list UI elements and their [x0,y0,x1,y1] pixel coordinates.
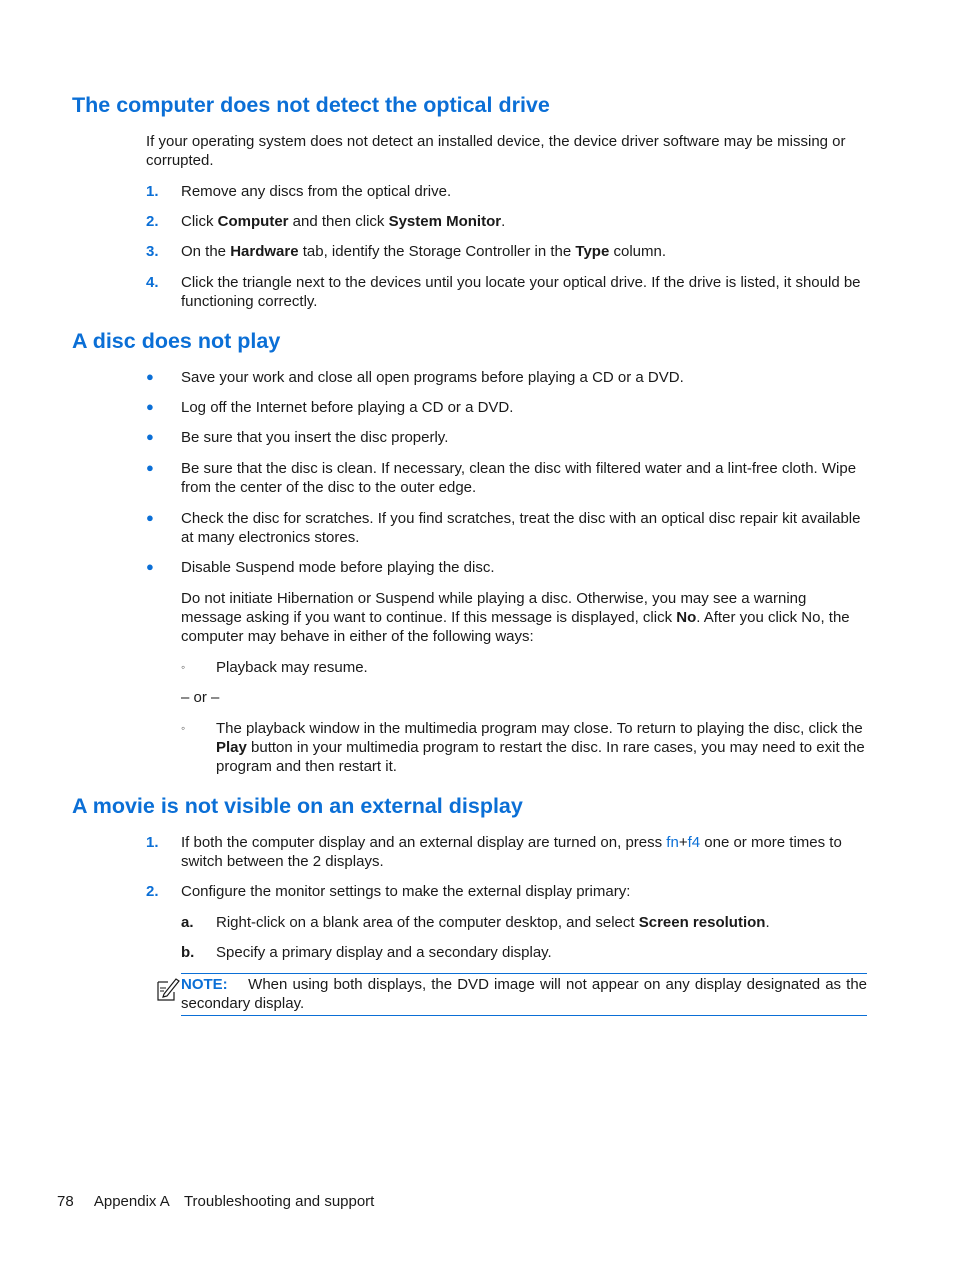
suspend-warning-paragraph: Do not initiate Hibernation or Suspend while playing a disc. Otherwise, you may see a warning message asking if you want to continue. If this message is displayed, click No. After you click No, the computer may behave in either of the following ways: [181,590,850,645]
note-text: NOTE: When using both displays, the DVD image will not appear on any display designated as the secondary display. [181,976,868,1012]
section-heading-disc-not-play: A disc does not play [72,329,281,353]
circle-bullet-icon: ◦ [181,660,186,674]
bullet-text: Check the disc for scratches. If you find scratches, treat the disc with an optical disc repair kit available at many electronics stores. [181,510,861,546]
bullet-text: Be sure that you insert the disc properly. [181,429,449,446]
step-number: 1. [146,834,159,851]
note-box [181,973,867,1016]
step-number: 1. [146,183,159,200]
step-text: On the Hardware tab, identify the Storage Controller in the Type column. [181,243,667,260]
bullet-text: Log off the Internet before playing a CD or a DVD. [181,399,514,416]
section-intro: If your operating system does not detect an installed device, the device driver software may be missing or corrupted. [146,133,846,169]
sub-step-letter: a. [181,914,194,931]
bullet-text: Be sure that the disc is clean. If necessary, clean the disc with filtered water and a lint-free cloth. Wipe from the center of the disc to the outer edge. [181,460,857,496]
bullet-icon: ● [146,399,154,414]
bullet-icon: ● [146,429,154,444]
bullet-text: Save your work and close all open programs before playing a CD or a DVD. [181,369,684,386]
or-separator: – or – [181,689,220,706]
step-number: 3. [146,243,159,260]
bullet-icon: ● [146,510,154,525]
step-text: Click Computer and then click System Monitor. [181,213,506,230]
sub-step-text: Right-click on a blank area of the computer desktop, and select Screen resolution. [216,914,770,931]
key-fn-link[interactable]: fn [666,834,679,851]
sub-bullet-text: The playback window in the multimedia program may close. To return to playing the disc, click the Play button in your multimedia program to restart the disc. In rare cases, you may need to exit the program and then restart it. [216,720,865,775]
bullet-icon: ● [146,460,154,475]
step-text: Configure the monitor settings to make the external display primary: [181,883,631,900]
sub-bullet-text: Playback may resume. [216,659,368,676]
footer-chapter: Appendix A [93,1193,170,1210]
step-number: 4. [146,274,159,291]
key-f4-link[interactable]: f4 [687,834,701,851]
bullet-icon: ● [146,369,154,384]
page-footer [57,1192,374,1211]
step-text: Remove any discs from the optical drive. [181,183,452,200]
step-number: 2. [146,883,159,900]
page-number: 78 [57,1193,74,1210]
step-text: If both the computer display and an external display are turned on, press fn+f4 one or more times to switch between the 2 displays. [181,834,842,870]
sub-step-text: Specify a primary display and a secondary display. [216,944,552,961]
note-pencil-icon [156,976,180,1002]
step-text: Click the triangle next to the devices until you locate your optical drive. If the drive is listed, it should be functioning correctly. [181,274,861,310]
footer-chapter-title: Troubleshooting and support [183,1193,375,1210]
sub-step-letter: b. [181,944,195,961]
step-number: 2. [146,213,159,230]
circle-bullet-icon: ◦ [181,721,186,735]
section-heading-movie-external-display: A movie is not visible on an external display [72,794,523,818]
bullet-text: Disable Suspend mode before playing the disc. [181,559,495,576]
section-heading-optical-drive: The computer does not detect the optical drive [72,93,550,117]
note-label: NOTE: [181,976,228,993]
bullet-icon: ● [146,559,154,574]
